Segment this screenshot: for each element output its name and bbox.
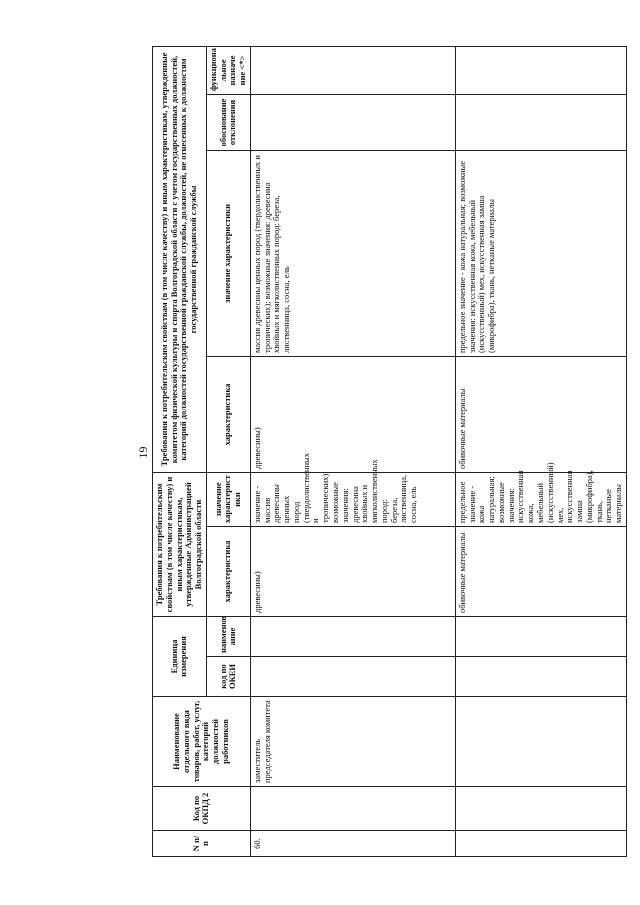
header-justification: обоснование отклонения xyxy=(206,95,250,151)
header-n: N п/п xyxy=(153,831,251,857)
row-okpd xyxy=(250,787,455,831)
header-okpd: Код по ОКПД 2 xyxy=(153,787,251,831)
row-unit-name xyxy=(250,617,455,657)
row-justification xyxy=(455,95,626,151)
header-admin-characteristic: характеристика xyxy=(206,527,250,617)
row-functional xyxy=(455,46,626,94)
row-number: 60. xyxy=(250,831,455,857)
row-committee-value: предельное значение - кожа натуральная; возможные значения: искусственная кожа, мебельный (искусственный) мех, искусственная замша (микрофибра), ткань, нетканые материалы xyxy=(455,151,626,357)
page-number: 19 xyxy=(136,446,150,459)
header-functional: функциона льное назначе ние <*> xyxy=(206,46,250,94)
row-admin-characteristic: древесины) xyxy=(250,527,455,617)
header-admin-value: значение характерист ики xyxy=(206,473,250,527)
row-admin-value: значение - массив древесины ценных пород (твердолиственных и тропических); возможные значения: древесина хвойных и мягколиственных пород: береза, лиственница, сосна, ель xyxy=(250,473,455,527)
header-row-1 xyxy=(153,46,207,856)
table-row xyxy=(455,46,626,856)
row-unit-name xyxy=(455,617,626,657)
header-unit-name: наименов ание xyxy=(206,617,250,657)
row-unit-code xyxy=(250,657,455,697)
header-committee-value: значение характеристики xyxy=(206,151,250,357)
row-name xyxy=(455,697,626,787)
row-committee-value: массив древесины ценных пород (твердолиственных и тропических); возможные значения: древесина хвойных и мягколиственных пород: береза, лиственница, сосна, ель xyxy=(250,151,455,357)
table-row xyxy=(250,46,455,856)
header-req-admin: Требования к потребительским свойствам (в том числе качеству) и иным характеристикам, утвержденные Администрацией Волгоградской области xyxy=(153,473,207,617)
header-unit: Единица измерения xyxy=(153,617,207,697)
header-req-committee: Требования к потребительским свойствам (в том числе качеству) и иным характеристикам, утвержденные комитетом физической культуры и спорта Волгоградской области с учетом государственных должностей, категорий должностей государственной гражданской службы, должностей, не отнесенных к должностям государственной гражданской службы xyxy=(153,46,207,472)
header-name: Наименование отдельного вида товаров, работ, услуг, категорий должностей работников xyxy=(153,697,251,787)
row-okpd xyxy=(455,787,626,831)
row-unit-code xyxy=(455,657,626,697)
row-committee-characteristic: древесины) xyxy=(250,357,455,473)
header-committee-characteristic: характеристика xyxy=(206,357,250,473)
row-admin-value: предельное значение - кожа натуральная; возможные значения: искусственная кожа, мебельный (искусственный) мех, искусственная замша (микрофибра), ткань, нетканые материалы xyxy=(455,473,626,527)
header-unit-code: код по ОКЕИ xyxy=(206,657,250,697)
row-functional xyxy=(250,46,455,94)
row-committee-characteristic: обивочные материалы xyxy=(455,357,626,473)
row-number xyxy=(455,831,626,857)
row-admin-characteristic: обивочные материалы xyxy=(455,527,626,617)
row-justification xyxy=(250,95,455,151)
row-name: заместитель председателя комитета xyxy=(250,697,455,787)
requirements-table xyxy=(152,46,627,857)
